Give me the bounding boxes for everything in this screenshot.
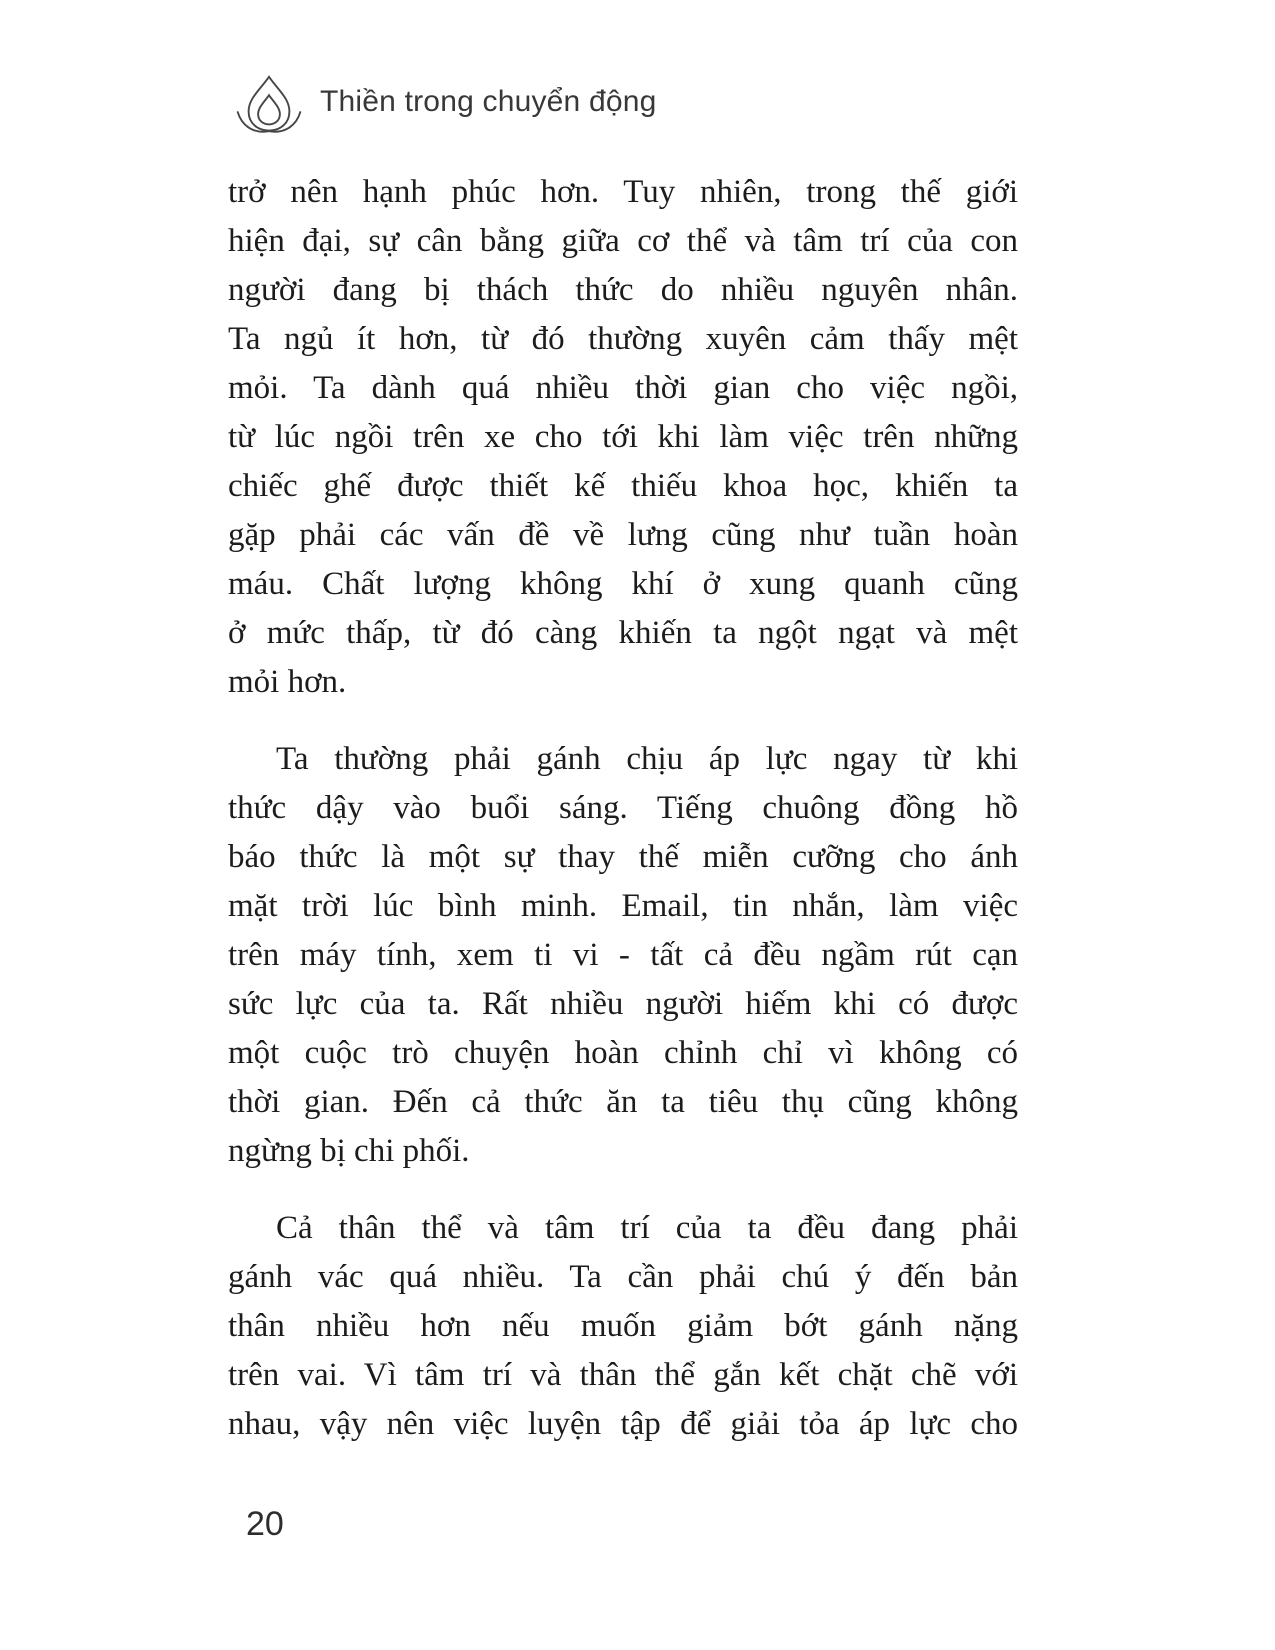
paragraph xyxy=(228,735,1018,1176)
text-line: Ta thường phải gánh chịu áp lực ngay từ khi xyxy=(276,741,1018,777)
text-line: ngừng bị chi phối. xyxy=(228,1133,470,1169)
page-number: 20 xyxy=(246,1505,284,1543)
text-line: gặp phải các vấn đề về lưng cũng như tuần hoàn xyxy=(228,517,1018,553)
text-line: hiện đại, sự cân bằng giữa cơ thể và tâm trí của con xyxy=(228,223,1018,259)
text-line: trên vai. Vì tâm trí và thân thể gắn kết chặt chẽ với xyxy=(228,1357,1018,1393)
text-line: từ lúc ngồi trên xe cho tới khi làm việc trên những xyxy=(228,419,1018,455)
running-header xyxy=(235,72,657,136)
text-line: báo thức là một sự thay thế miễn cưỡng cho ánh xyxy=(228,839,1018,875)
text-line: thân nhiều hơn nếu muốn giảm bớt gánh nặng xyxy=(228,1308,1018,1344)
text-line: trở nên hạnh phúc hơn. Tuy nhiên, trong thế giới xyxy=(228,174,1018,210)
text-line: người đang bị thách thức do nhiều nguyên nhân. xyxy=(228,272,1018,308)
text-line: mỏi. Ta dành quá nhiều thời gian cho việc ngồi, xyxy=(228,370,1018,406)
text-line: Ta ngủ ít hơn, từ đó thường xuyên cảm thấy mệt xyxy=(228,321,1018,357)
text-column xyxy=(228,168,1018,1449)
text-line: chiếc ghế được thiết kế thiếu khoa học, khiến ta xyxy=(228,468,1018,504)
text-line: nhau, vậy nên việc luyện tập để giải tỏa áp lực cho xyxy=(228,1406,1018,1442)
lotus-icon xyxy=(235,72,303,136)
text-line: mỏi hơn. xyxy=(228,664,347,700)
text-line: gánh vác quá nhiều. Ta cần phải chú ý đến bản xyxy=(228,1259,1018,1295)
paragraph xyxy=(228,168,1018,707)
text-line: trên máy tính, xem ti vi - tất cả đều ngầm rút cạn xyxy=(228,937,1018,973)
text-line: máu. Chất lượng không khí ở xung quanh cũng xyxy=(228,566,1018,602)
text-line: thức dậy vào buổi sáng. Tiếng chuông đồng hồ xyxy=(228,790,1018,826)
text-line: thời gian. Đến cả thức ăn ta tiêu thụ cũng không xyxy=(228,1084,1018,1120)
running-title: Thiền trong chuyển động xyxy=(320,85,657,118)
paragraph xyxy=(228,1204,1018,1449)
text-line: một cuộc trò chuyện hoàn chỉnh chỉ vì không có xyxy=(228,1035,1018,1071)
text-line: Cả thân thể và tâm trí của ta đều đang phải xyxy=(276,1210,1018,1246)
text-line: mặt trời lúc bình minh. Email, tin nhắn, làm việc xyxy=(228,888,1018,924)
text-line: sức lực của ta. Rất nhiều người hiếm khi có được xyxy=(228,986,1018,1022)
text-line: ở mức thấp, từ đó càng khiến ta ngột ngạt và mệt xyxy=(228,615,1018,651)
